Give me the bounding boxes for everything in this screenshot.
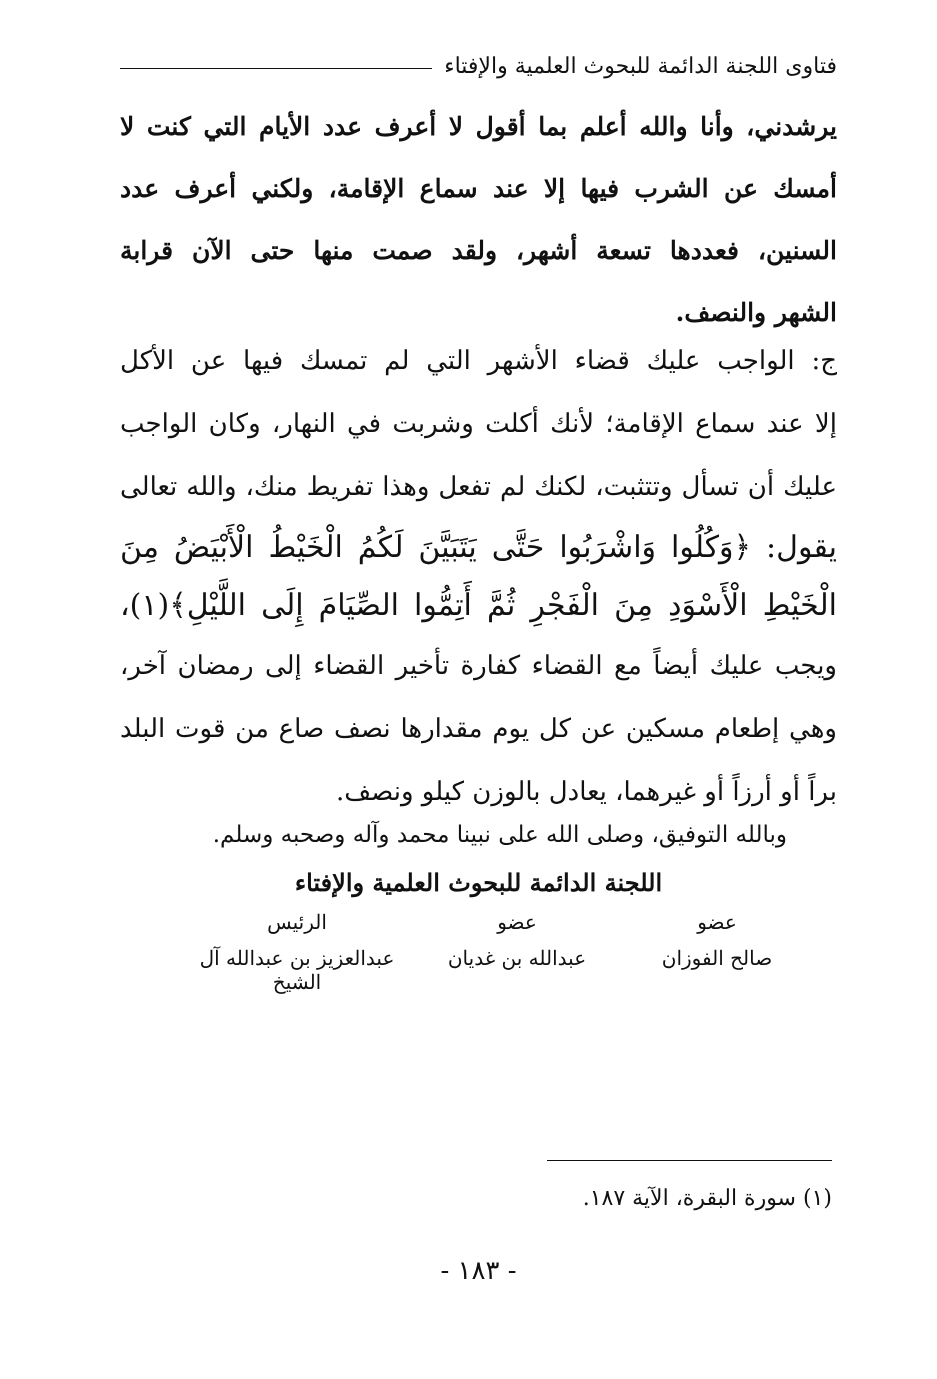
question-line: السنين، فعددها تسعة أشهر، ولقد صمت منها حتى الآن قرابة [120, 236, 837, 265]
quran-verse-line: يقول: ﴿وَكُلُوا وَاشْرَبُوا حَتَّى يَتَبَيَّنَ لَكُمُ الْخَيْطُ الْأَبْيَضُ مِنَ [120, 530, 837, 565]
answer-line: براً أو أرزاً أو غيرهما، يعادل بالوزن كيلو ونصف. [336, 777, 837, 807]
running-header [120, 46, 837, 86]
question-line: أمسك عن الشرب فيها إلا عند سماع الإقامة، ولكني أعرف عدد [120, 174, 837, 203]
answer-line: ج: الواجب عليك قضاء الأشهر التي لم تمسك فيها عن الأكل [120, 346, 837, 376]
signatory [177, 910, 417, 994]
question-line: الشهر والنصف. [675, 298, 837, 327]
answer-text [120, 330, 837, 824]
footnote: (١) سورة البقرة، الآية ١٨٧. [582, 1186, 832, 1211]
committee-name: اللجنة الدائمة للبحوث العلمية والإفتاء [294, 868, 663, 897]
signatory-name: عبدالله بن غديان [447, 946, 587, 970]
header-title: فتاوى اللجنة الدائمة للبحوث العلمية والإفتاء [444, 53, 837, 79]
header-rule [120, 68, 432, 69]
page-number: - ١٨٣ - [440, 1256, 517, 1286]
question-line: يرشدني، وأنا والله أعلم بما أقول لا أعرف عدد الأيام التي كنت لا [120, 112, 837, 141]
answer-line: إلا عند سماع الإقامة؛ لأنك أكلت وشربت في النهار، وكان الواجب [120, 409, 837, 439]
signatory-name: صالح الفوزان [661, 946, 773, 970]
signatory-name: عبدالعزيز بن عبدالله آل الشيخ [199, 946, 395, 994]
signatory-role: عضو [497, 910, 537, 934]
answer-line: وهي إطعام مسكين عن كل يوم مقدارها نصف صاع من قوت البلد [120, 714, 837, 744]
answer-line: عليك أن تسأل وتتثبت، لكنك لم تفعل وهذا تفريط منك، والله تعالى [120, 472, 837, 502]
closing-line: وبالله التوفيق، وصلى الله على نبينا محمد وآله وصحبه وسلم. [212, 822, 787, 848]
signatory-role: الرئيس [267, 910, 327, 934]
footnote-rule [547, 1160, 832, 1161]
signatory [427, 910, 607, 970]
quran-verse-line: الْخَيْطِ الْأَسْوَدِ مِنَ الْفَجْرِ ثُمَّ أَتِمُّوا الصِّيَامَ إِلَى اللَّيْلِ﴾(١)، [120, 588, 837, 623]
signatory [647, 910, 787, 970]
question-text [120, 96, 837, 344]
answer-line: ويجب عليك أيضاً مع القضاء كفارة تأخير القضاء إلى رمضان آخر، [120, 651, 837, 681]
signatory-role: عضو [697, 910, 737, 934]
